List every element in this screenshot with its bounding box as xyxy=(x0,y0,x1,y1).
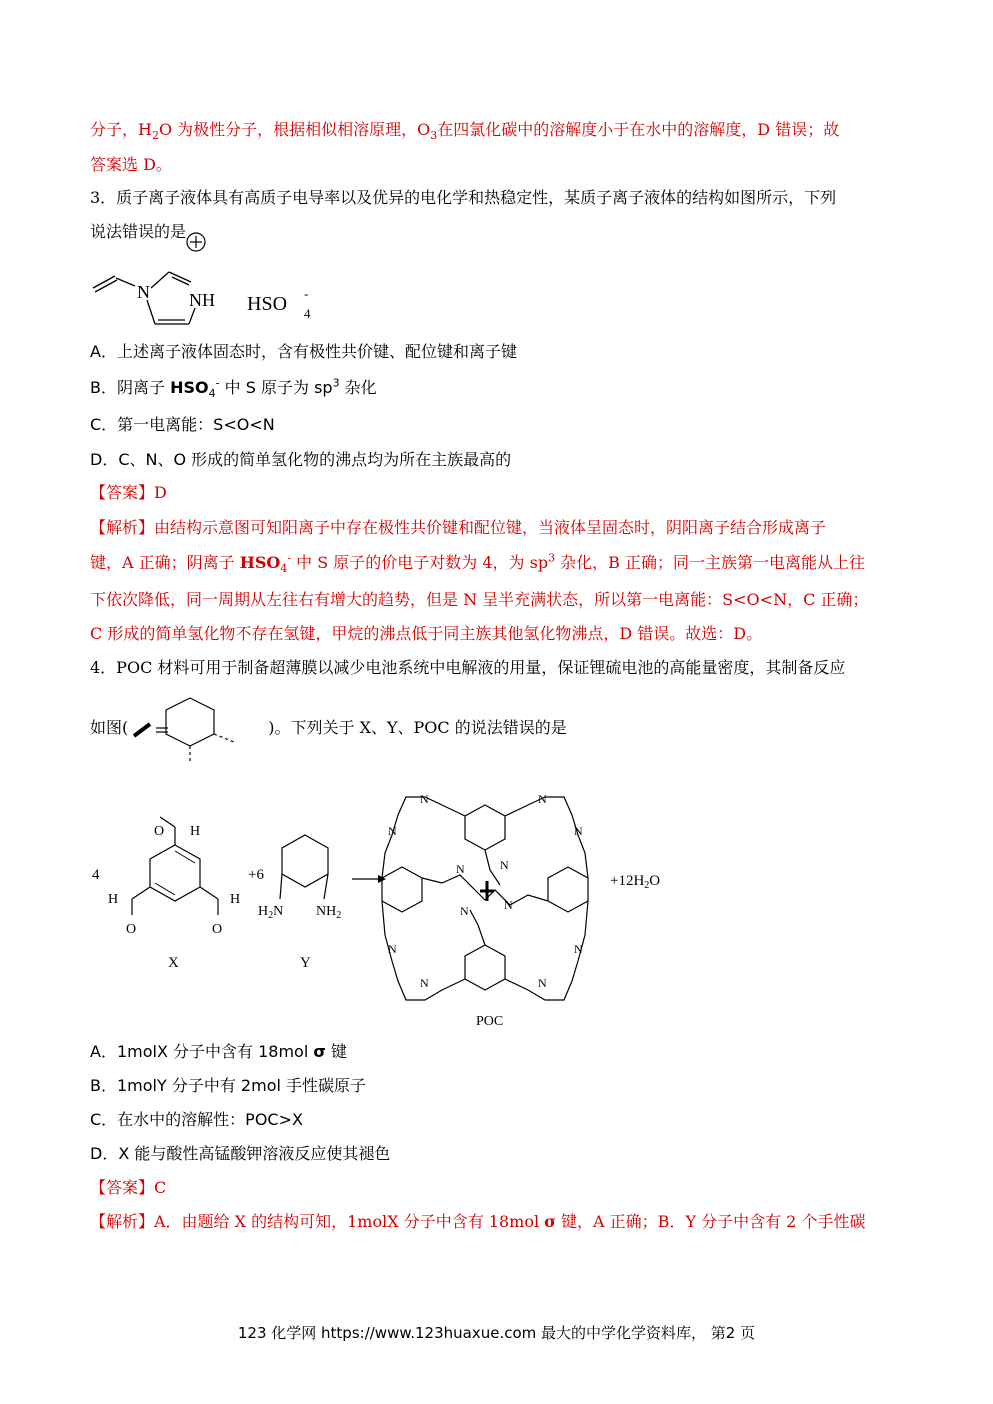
label-poc: POC xyxy=(476,1014,504,1029)
atom-h: H xyxy=(190,824,201,839)
atom-n: N xyxy=(420,976,429,990)
q4-answer: 【答案】C xyxy=(90,1178,167,1197)
q3-explanation-line-2 xyxy=(90,551,866,576)
q3-option-c: C．第一电离能：S<O<N xyxy=(90,415,275,434)
text: 键 xyxy=(325,1042,347,1061)
q4-stem-line-1: 4．POC 材料可用于制备超薄膜以减少电池系统中电解液的用量，保证锂硫电池的高能量密度，其制备反应 xyxy=(90,658,846,677)
text: A．1molX 分子中含有 18mol xyxy=(90,1042,314,1061)
atom-n: N xyxy=(500,858,509,872)
q3-structure xyxy=(85,228,325,338)
q4-option-d: D．X 能与酸性高锰酸钾溶液反应使其褪色 xyxy=(90,1144,391,1163)
anion-subscript: 4 xyxy=(304,306,311,321)
text: 如图( xyxy=(90,718,129,737)
text: 【解析】A．由题给 X 的结构可知，1molX 分子中含有 18mol xyxy=(90,1212,545,1231)
q3-answer: 【答案】D xyxy=(90,483,167,502)
atom-n: N xyxy=(574,824,583,838)
atom-n: N xyxy=(538,792,547,806)
n-atom-label: N xyxy=(137,282,150,302)
text: 键，A 正确；阴离子 xyxy=(90,553,240,572)
text: 杂化，B 正确；同一主族第一电离能从上往 xyxy=(555,553,866,572)
q3-option-b xyxy=(90,376,377,401)
q4-option-c: C．在水中的溶解性：POC>X xyxy=(90,1110,303,1129)
text: O 为极性分子，根据相似相溶原理，O xyxy=(158,120,431,139)
subscript: 4 xyxy=(280,562,288,576)
label-x: X xyxy=(168,955,179,971)
atom-n: N xyxy=(574,942,583,956)
q3-stem-line-2: 说法错误的是 xyxy=(90,222,187,241)
atom-n: N xyxy=(504,898,513,912)
atom-n: N xyxy=(388,824,397,838)
anion-charge: - xyxy=(304,286,309,301)
label-y: Y xyxy=(300,955,311,971)
q4-option-a xyxy=(90,1042,347,1062)
sigma-symbol: σ xyxy=(544,1212,556,1231)
atom-o: O xyxy=(154,824,165,839)
water-product: $+12H_2O$ xyxy=(610,873,661,891)
prev-explanation-line-1 xyxy=(90,120,840,143)
atom-n: N xyxy=(420,792,429,806)
text: )。下列关于 X、Y、POC 的说法错误的是 xyxy=(268,718,567,737)
q3-option-d: D．C、N、O 形成的简单氢化物的沸点均为所在主族最高的 xyxy=(90,450,512,469)
text: 在四氯化碳中的溶解度小于在水中的溶解度，D 错误；故 xyxy=(437,120,840,139)
q4-reaction-scheme xyxy=(80,775,700,1035)
atom-n: N xyxy=(456,862,465,876)
coef-y: +6 xyxy=(248,867,264,883)
nh2-right: $NH_2$ xyxy=(316,904,342,921)
coef-x: 4 xyxy=(92,867,100,883)
atom-o: O xyxy=(212,922,223,937)
subscript: 2 xyxy=(151,129,159,143)
q3-explanation-line-4: C 形成的简单氢化物不存在氢键，甲烷的沸点低于同主族其他氢化物沸点，D 错误。故选：D。 xyxy=(90,624,763,643)
text: 分子，H xyxy=(90,120,152,139)
text: 中 S 原子为 sp xyxy=(219,378,333,397)
q4-explanation-line-1 xyxy=(90,1212,865,1232)
anion-label: HSO xyxy=(247,293,288,315)
superscript: - xyxy=(287,551,292,565)
superscript: 3 xyxy=(332,376,340,390)
subscript: 3 xyxy=(430,129,438,143)
superscript: 3 xyxy=(548,551,556,565)
text: 中 S 原子的价电子对数为 4，为 sp xyxy=(291,553,549,572)
atom-n: N xyxy=(538,976,547,990)
ion-formula: HSO xyxy=(170,378,209,397)
atom-h: H xyxy=(230,892,241,907)
nh2-left: $H_2N$ xyxy=(258,904,284,921)
nh-atom-label: NH xyxy=(189,290,215,310)
q3-option-a: A．上述离子液体固态时，含有极性共价键、配位键和离子键 xyxy=(90,342,517,361)
atom-o: O xyxy=(126,922,137,937)
text: B．阴离子 xyxy=(90,378,171,397)
sigma-symbol: σ xyxy=(313,1042,326,1061)
atom-n: N xyxy=(388,942,397,956)
text: 键，A 正确；B．Y 分子中含有 2 个手性碳 xyxy=(555,1212,866,1231)
ion-formula: HSO xyxy=(239,553,281,572)
q3-stem-line-1: 3．质子离子液体具有高质子电导率以及优异的电化学和热稳定性，某质子离子液体的结构如图所示，下列 xyxy=(90,188,837,207)
subscript: 4 xyxy=(208,387,216,401)
superscript: - xyxy=(215,376,220,390)
page-footer: 123 化学网 https://www.123huaxue.com 最大的中学化学资料库， 第2 页 xyxy=(237,1324,756,1342)
atom-n: N xyxy=(460,904,469,918)
q3-explanation-line-3: 下依次降低，同一周期从左往右有增大的趋势，但是 N 呈半充满状态，所以第一电离能：S<O<N，C 正确； xyxy=(90,590,869,609)
q4-option-b: B．1molY 分子中有 2mol 手性碳原子 xyxy=(90,1076,367,1095)
q3-explanation-line-1: 【解析】由结构示意图可知阳离子中存在极性共价键和配位键，当液体呈固态时，阴阳离子结合形成离子 xyxy=(90,518,827,537)
text: 杂化 xyxy=(339,378,377,397)
prev-explanation-line-2: 答案选 D。 xyxy=(90,155,172,174)
atom-h: H xyxy=(108,892,119,907)
q4-inline-bond-diagram xyxy=(130,690,245,765)
